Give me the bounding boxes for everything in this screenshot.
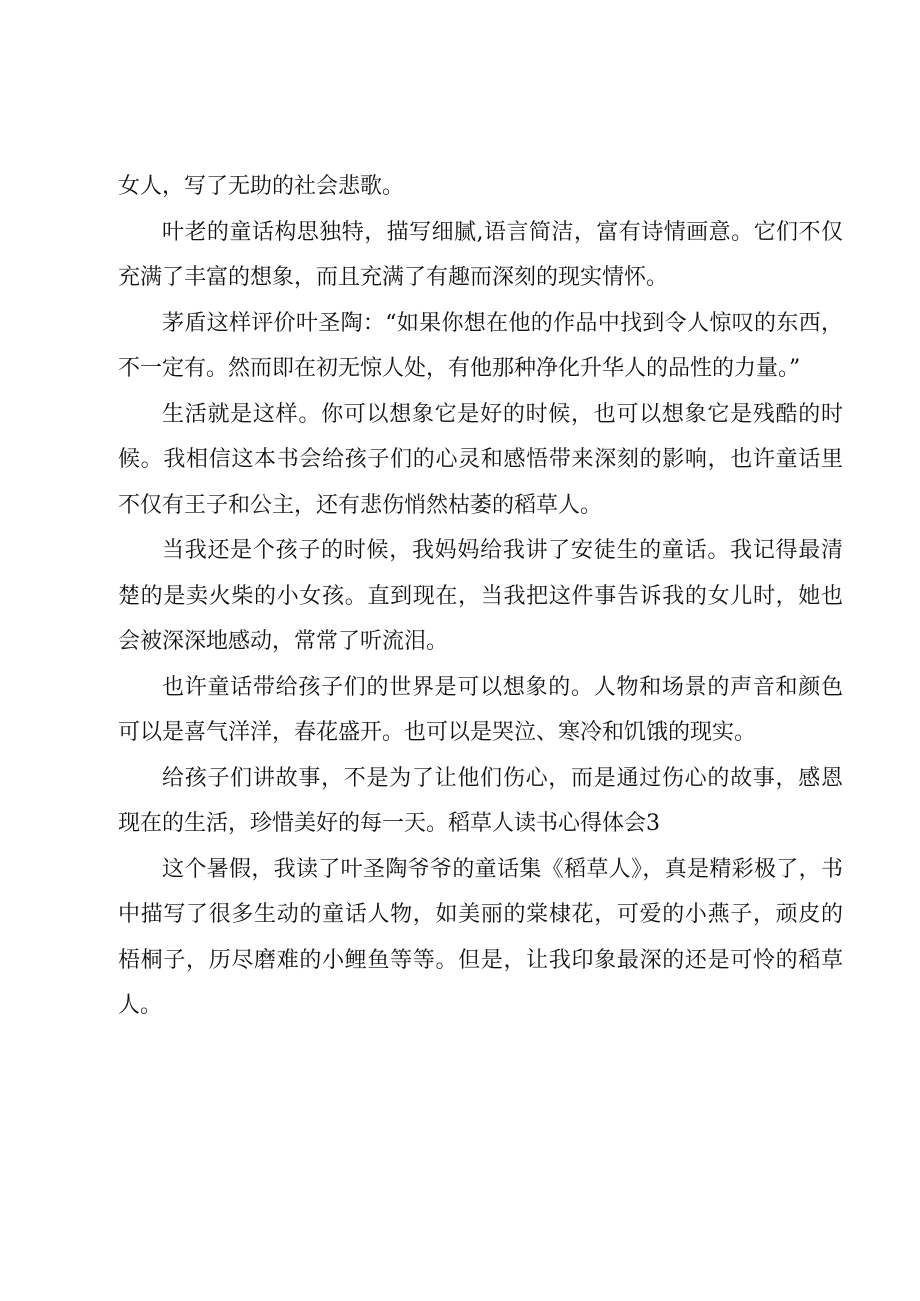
paragraph-7: 给孩子们讲故事，不是为了让他们伤心，而是通过伤心的故事，感恩现在的生活，珍惜美好的每一天。稻草人读书心得体会3 — [118, 765, 843, 836]
paragraph-5: 当我还是个孩子的时候，我妈妈给我讲了安徒生的童话。我记得最清楚的是卖火柴的小女孩。直到现在，当我把这件事告诉我的女儿时，她也会被深深地感动，常常了听流泪。 — [118, 538, 843, 654]
paragraph-4: 生活就是这样。你可以想象它是好的时候，也可以想象它是残酷的时候。我相信这本书会给孩子们的心灵和感悟带来深刻的影响，也许童话里不仅有王子和公主，还有悲伤悄然枯萎的稻草人。 — [118, 401, 843, 518]
document-page — [118, 164, 843, 1029]
paragraph-6: 也许童话带给孩子们的世界是可以想象的。人物和场景的声音和颜色可以是喜气洋洋，春花盛开。也可以是哭泣、寒冷和饥饿的现实。 — [118, 674, 843, 745]
paragraph-3: 茅盾这样评价叶圣陶：“如果你想在他的作品中找到令人惊叹的东西，不一定有。然而即在初无惊人处，有他那种净化升华人的品性的力量。” — [118, 310, 843, 381]
paragraph-1: 女人，写了无助的社会悲歌。 — [118, 174, 405, 199]
paragraph-8: 这个暑假，我读了叶圣陶爷爷的童话集《稻草人》，真是精彩极了，书中描写了很多生动的童话人物，如美丽的棠棣花，可爱的小燕子，顽皮的梧桐子，历尽磨难的小鲤鱼等等。但是，让我印象最深的还是可怜的稻草人。 — [118, 856, 843, 1018]
paragraph-2: 叶老的童话构思独特，描写细腻,语言简洁，富有诗情画意。它们不仅充满了丰富的想象，而且充满了有趣而深刻的现实情怀。 — [118, 219, 843, 290]
